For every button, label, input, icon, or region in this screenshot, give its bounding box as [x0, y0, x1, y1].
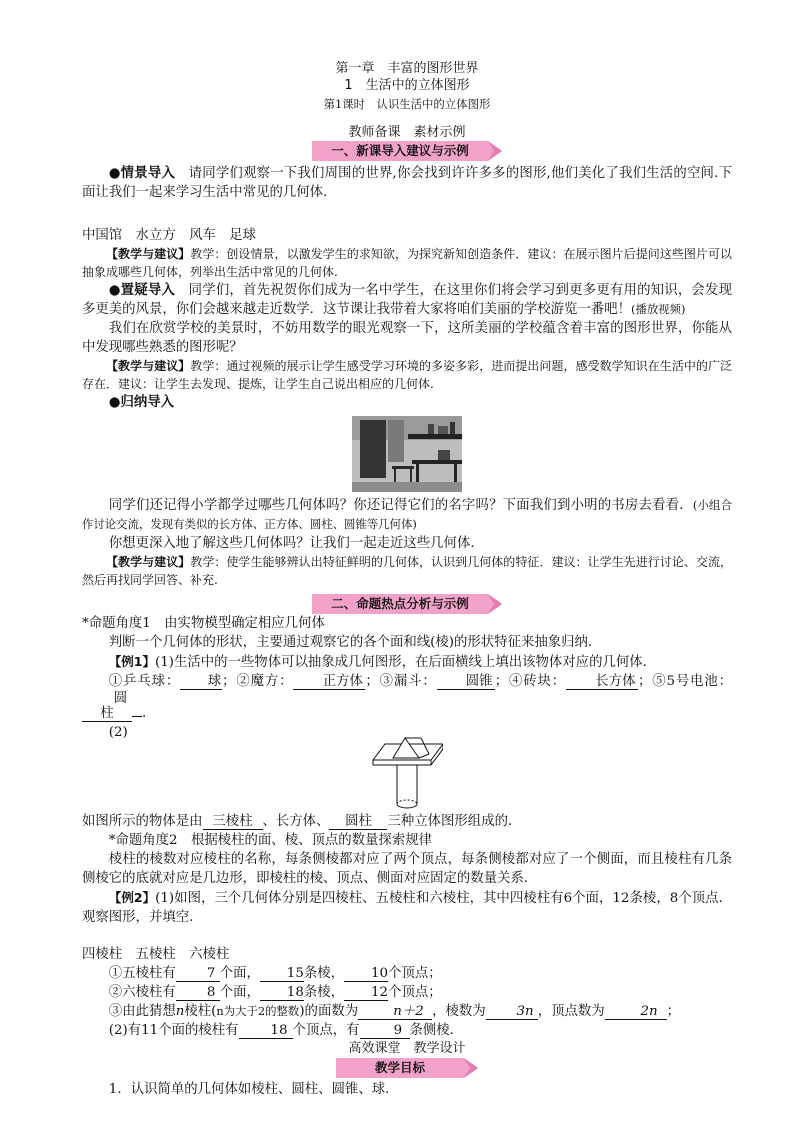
- chapter-title: 第一章 丰富的图形世界: [335, 61, 479, 76]
- answer-blank: 12: [344, 985, 388, 1001]
- fill-text: 棱柱(: [184, 1004, 217, 1019]
- advice-text: 教学：创设情景，以激发学生的求知欲，为探究新知创造条件．建议：在展示图片后提问这些图片可以抽象成哪些几何体，列举出生活中常见的几何体.: [82, 247, 732, 279]
- example-1-items: [82, 672, 732, 723]
- advice-text: 教学：通过视频的展示让学生感受学习环境的多姿多彩，进而提出问题，感受数学知识在生活中的广泛存在．建议：让学生去发现、提炼，让学生自己说出相应的几何体.: [82, 359, 732, 391]
- composite-solid-figure: [371, 734, 443, 812]
- advice-3: [82, 553, 732, 589]
- item-label: ①乒乓球：: [108, 674, 181, 689]
- fill-text: ①五棱柱有: [108, 966, 176, 981]
- banner-hot-topics: [312, 594, 502, 614]
- banner-label: 一、新课导入建议与示例: [331, 143, 469, 158]
- intro-induction: [82, 393, 732, 412]
- fill-text: 个面，: [219, 966, 260, 981]
- example-2-row-2: [82, 983, 732, 1002]
- answer-blank: 2n: [605, 1004, 667, 1020]
- banner-label: 教学目标: [374, 1060, 425, 1075]
- fill-text: ②六棱柱有: [108, 985, 176, 1000]
- fill-text: ；: [666, 1004, 681, 1019]
- answer-blank: 圆柱: [329, 814, 387, 830]
- fill-text: 个面，: [219, 985, 260, 1000]
- class-design-title: 高效课堂 教学设计: [348, 1041, 466, 1056]
- answer-blank: 18: [239, 1023, 293, 1039]
- para-school: 我们在欣赏学校的美景时，不妨用数学的眼光观察一下，这所美丽的学校蕴含着丰富的图形世界，你能从中发现哪些熟悉的图形呢？: [82, 321, 732, 355]
- bullet-induction: ●归纳导入: [108, 394, 175, 410]
- example-2-row-4: [82, 1021, 732, 1040]
- item-sep: ；: [222, 674, 236, 689]
- fill-text: ③由此猜想: [108, 1004, 176, 1019]
- caption-buildings: 中国馆 水立方 风车 足球: [82, 228, 257, 243]
- answer-blank: 球: [180, 674, 222, 690]
- fill-text: 条侧棱．: [409, 1023, 464, 1038]
- answer-blank: 10: [344, 966, 388, 982]
- fill-text: 如图所示的物体是由: [82, 814, 203, 829]
- fill-text: 条棱，: [303, 985, 345, 1000]
- answer-blank: 8: [176, 985, 220, 1001]
- answer-blank: 长方体: [566, 674, 638, 690]
- answer-blank: 15: [260, 966, 304, 982]
- fill-text: 条棱，: [303, 966, 345, 981]
- answer-blank: 9: [360, 1023, 410, 1039]
- intro-scenario: [82, 164, 732, 202]
- para-study-2: 你想更深入地了解这些几何体吗？让我们一起走近这些几何体.: [108, 536, 475, 551]
- example-label: 【例1】: [108, 654, 155, 669]
- angle-2-desc: 棱柱的棱数对应棱柱的名称，每条侧棱都对应了两个顶点，每条侧棱都对应了一个侧面，而且棱柱有几条侧棱它的底就对应是几边形，即棱柱的棱、顶点、侧面对应固定的数量关系．: [82, 852, 732, 886]
- fill-text: (2)有11个面的棱柱有: [108, 1023, 239, 1038]
- item-sep: ；: [637, 674, 652, 689]
- answer-blank: 正方体: [293, 674, 365, 690]
- advice-2: [82, 357, 732, 393]
- example-1-fill: [82, 812, 732, 831]
- advice-text: 教学：使学生能够辨认出特征鲜明的几何体，认识到几何体的特征．建议：让学生先进行讨论、交流，然后再找同学回答、补充.: [82, 555, 732, 587]
- answer-blank: 三棱柱: [203, 814, 263, 830]
- image-placeholder-buildings: [82, 202, 732, 226]
- answer-blank: 圆锥: [437, 674, 495, 690]
- variable-n: n: [175, 1004, 185, 1019]
- fill-text: )的面数为: [299, 1004, 359, 1019]
- para-study-1-text: 同学们还记得小学都学过哪些几何体吗？你还记得它们的名字吗？下面我们到小明的书房去看看．: [108, 498, 693, 513]
- fill-text: 个顶点，有: [292, 1023, 360, 1038]
- example-1-text: (1)生活中的一些物体可以抽象成几何图形，在后面横线上填出该物体对应的几何体．: [155, 655, 657, 670]
- fill-text: 三种立体图形组成的．: [387, 814, 522, 829]
- item-sep: ；: [365, 674, 379, 689]
- goal-1: 1．认识简单的几何体如棱柱、圆柱、圆锥、球．: [108, 1082, 399, 1097]
- banner-goals: [336, 1058, 478, 1078]
- example-2-row-3: [82, 1002, 732, 1021]
- banner-new-lesson: [312, 141, 502, 161]
- answer-blank: 18: [260, 985, 304, 1001]
- angle-1-title: *命题角度1 由实物模型确定相应几何体: [82, 616, 325, 631]
- example-label: 【例2】: [108, 890, 156, 905]
- banner-label: 二、命题热点分析与示例: [331, 596, 469, 611]
- example-1: [82, 652, 732, 672]
- item-label: ⑤5号电池：: [651, 674, 733, 689]
- advice-label: 【教学与建议】: [106, 359, 191, 373]
- fill-text: 、长方体、: [262, 814, 330, 829]
- para-study-1: [82, 496, 732, 534]
- video-note: (播放视频): [631, 302, 686, 316]
- lesson-title: 第1课时 认识生活中的立体图形: [323, 97, 491, 111]
- item-sep: .: [142, 706, 147, 721]
- item-label: ③漏斗：: [378, 674, 437, 689]
- fill-text: ，棱数为: [432, 1004, 486, 1019]
- intro-question-text: 同学们，首先祝贺你们成为一名中学生，在这里你们将会学习到更多更有用的知识，会发现多更美的风景，你们会越来越走近数学．这节课让我带着大家将咱们美丽的学校游览一番吧！: [82, 283, 733, 317]
- advice-label: 【教学与建议】: [106, 555, 191, 569]
- advice-1: [82, 245, 732, 281]
- item-label: ④砖块：: [508, 674, 566, 689]
- fill-text: 个顶点；: [388, 985, 442, 1000]
- bullet-scenario: ●情景导入: [108, 165, 176, 181]
- caption-prisms: 四棱柱 五棱柱 六棱柱: [82, 947, 230, 962]
- group-note: (小组合作讨论交流，发现有类似的长方体、正方体、圆柱、圆锥等几何体): [82, 498, 733, 531]
- angle-1-desc: 判断一个几何体的形状，主要通过观察它的各个面和线(棱)的形状特征来抽象归纳．: [108, 635, 602, 650]
- study-room-photo: [352, 416, 462, 492]
- advice-label: 【教学与建议】: [106, 247, 191, 261]
- image-placeholder-prisms: [82, 927, 732, 945]
- example-2-row-1: [82, 964, 732, 983]
- answer-blank-tail: [132, 716, 142, 717]
- fill-text: 个顶点；: [388, 966, 442, 981]
- intro-question: [82, 281, 732, 319]
- condition-note: n为大于2的整数: [216, 1004, 300, 1018]
- answer-blank: 圆柱: [82, 691, 132, 722]
- angle-2-title: *命题角度2 根据棱柱的面、棱、顶点的数量探索规律: [108, 833, 432, 848]
- prep-title: 教师备课 素材示例: [348, 125, 466, 140]
- answer-blank: n＋2: [358, 1004, 432, 1020]
- item-sep: ；: [494, 674, 509, 689]
- answer-blank: 3n: [486, 1004, 538, 1020]
- section-title: 1 生活中的立体图形: [344, 78, 470, 93]
- document-page: [82, 0, 732, 1099]
- intro-scenario-text: 请同学们观察一下我们周围的世界,你会找到许许多多的图形,他们美化了我们生活的空间.下面让我们一起来学习生活中常见的几何体.: [82, 166, 732, 200]
- answer-blank: 7: [176, 966, 220, 982]
- example-1-part-2: (2): [108, 725, 128, 740]
- bullet-question: ●置疑导入: [108, 282, 176, 298]
- item-label: ②魔方：: [235, 674, 294, 689]
- example-2: [82, 888, 732, 927]
- example-2-text: (1)如图，三个几何体分别是四棱柱、五棱柱和六棱柱，其中四棱柱有6个面，12条棱，8个顶点．观察图形，并填空.: [82, 891, 733, 925]
- fill-text: ，顶点数为: [537, 1004, 605, 1019]
